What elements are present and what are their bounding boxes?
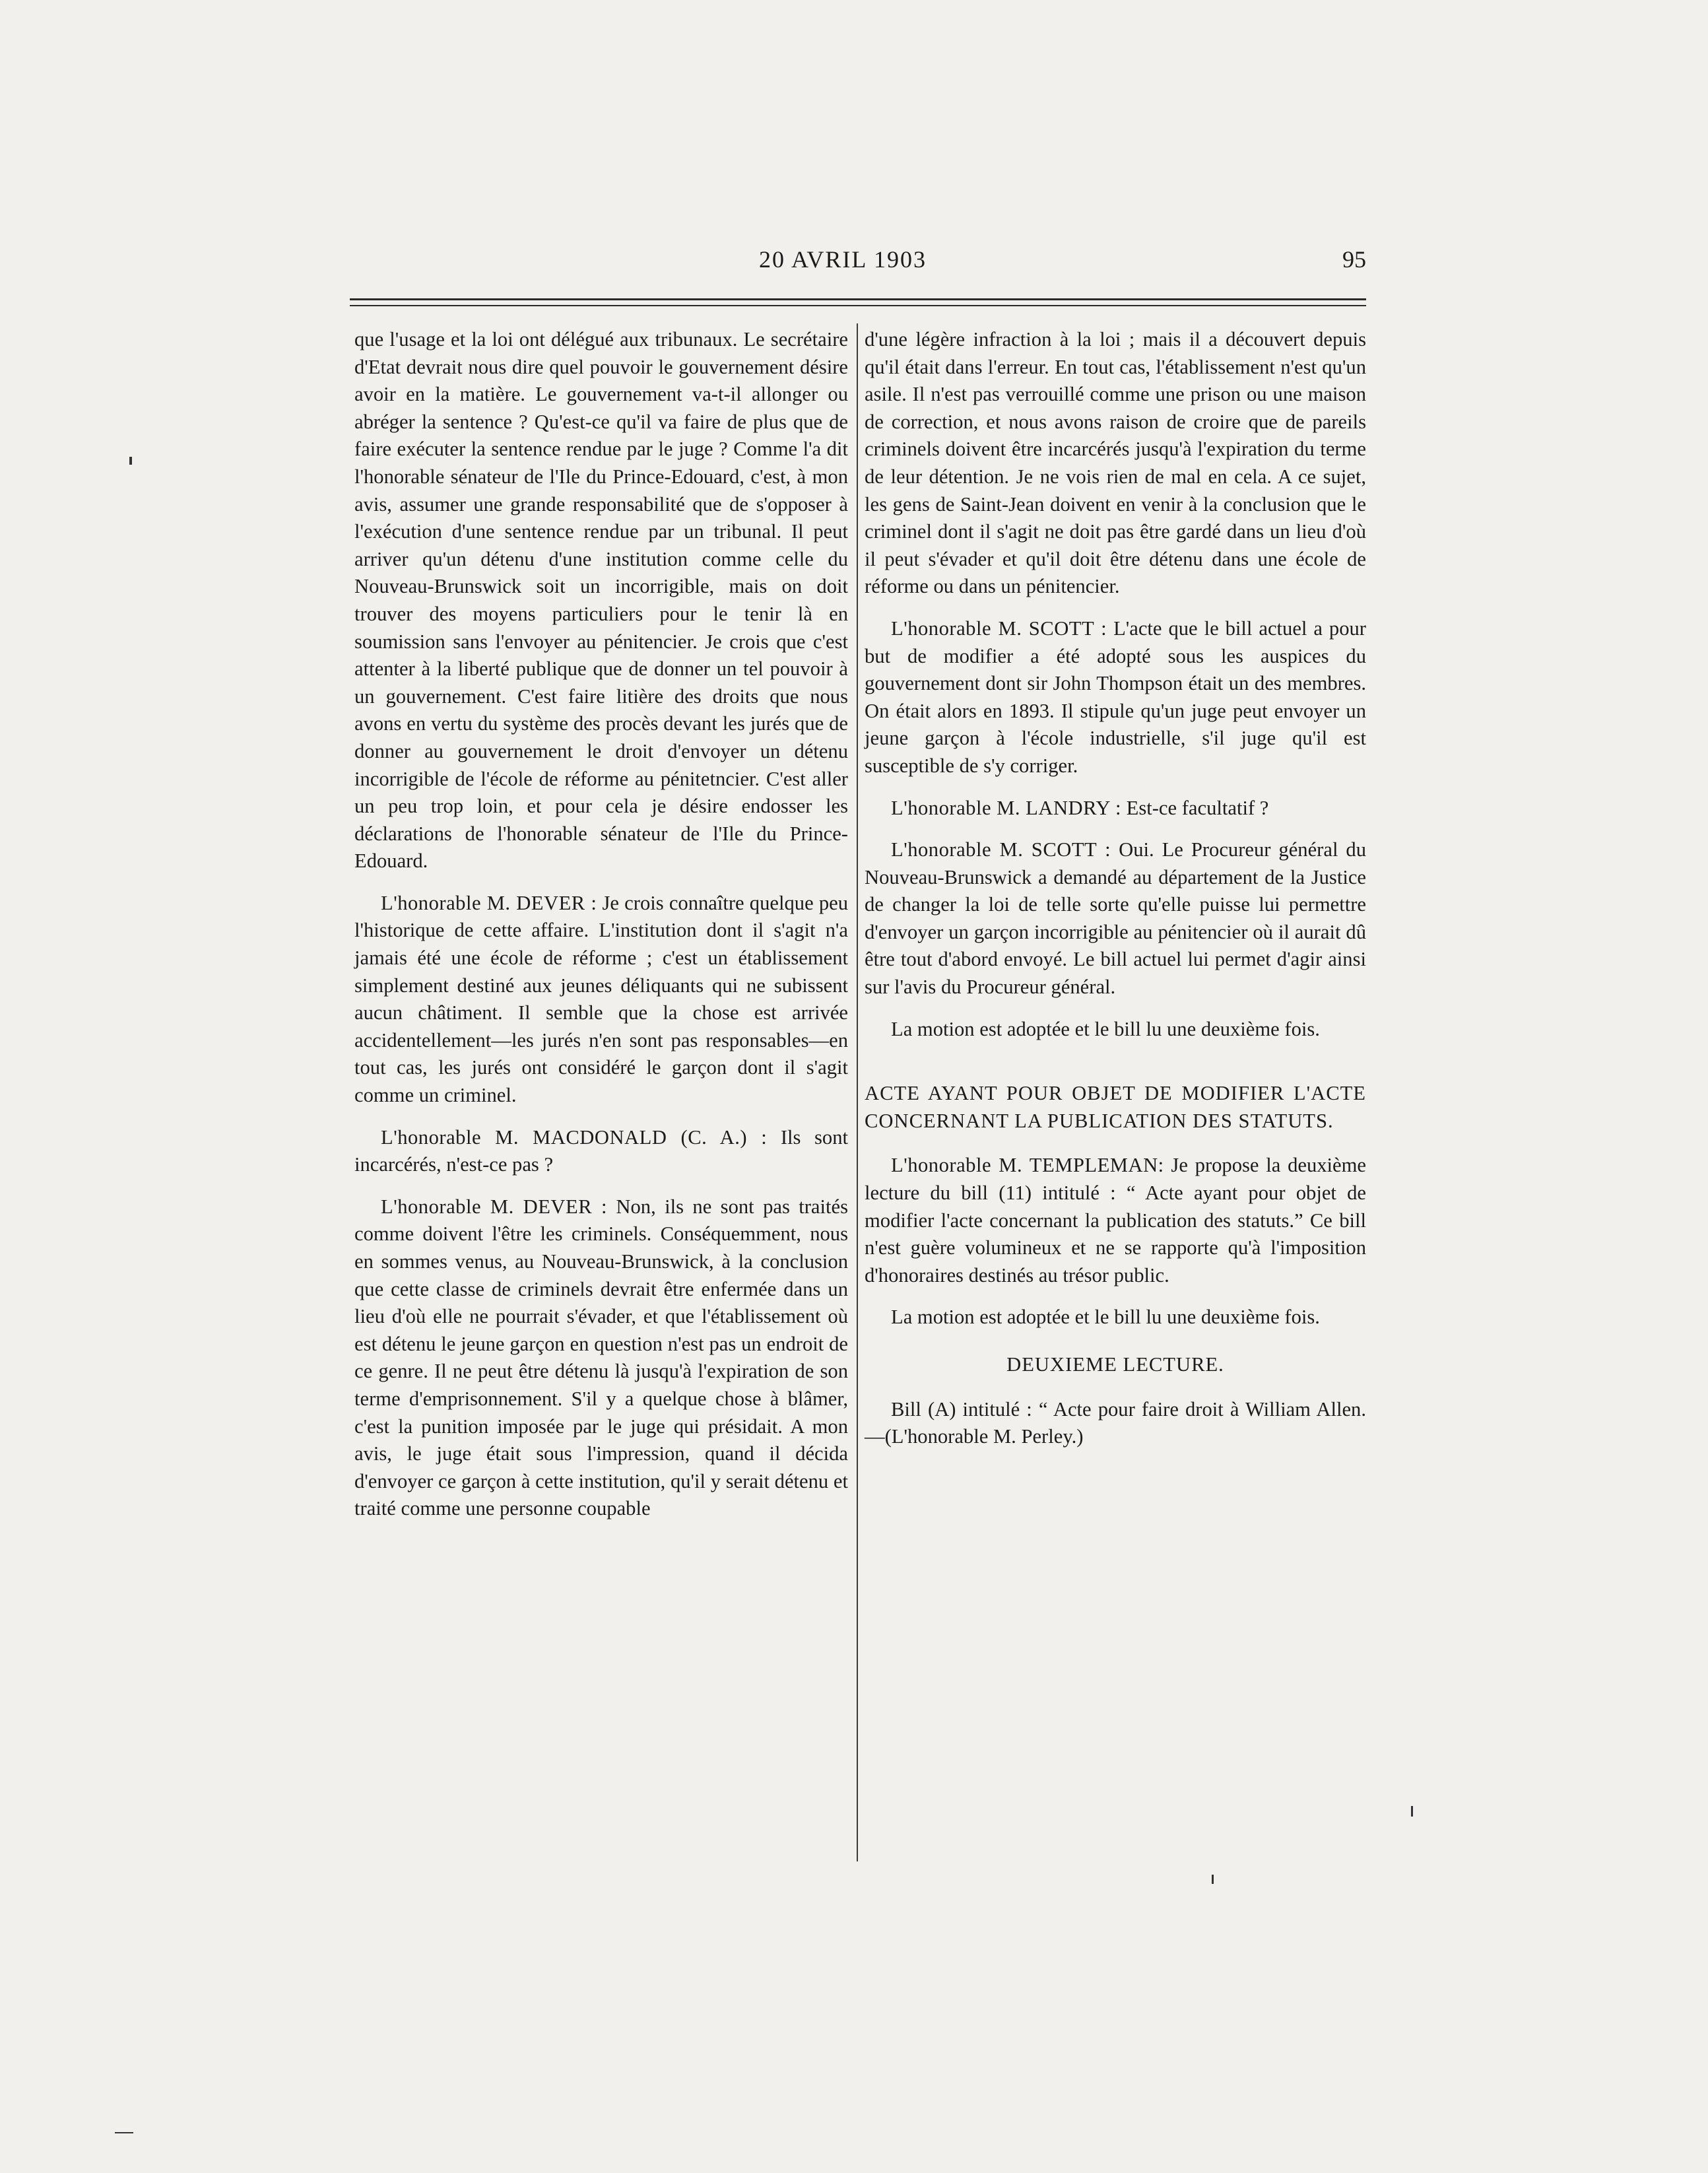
speaker-name: L'honorable M. TEMPLEMAN: [891, 1154, 1164, 1177]
speech-text: Je crois connaître quelque peu l'historique de cette affaire. L'institution dont il s'agit n'a jamais été une école de réforme ; c'est un établissement simplement destiné aux jeunes déliquants qui ne subissent aucun châtiment. Il semble que la chose est arrivée accidentellement—les jurés n'en sont pas responsables—en tout cas, les jurés ont considéré le garçon dont il s'agit comme un criminel. [354, 891, 848, 1107]
section-heading: ACTE AYANT POUR OBJET DE MODIFIER L'ACTE CONCERNANT LA PUBLICATION DES STATUTS. [865, 1082, 1366, 1132]
speech-text: Est-ce facultatif ? [1126, 796, 1269, 819]
header-rule-top [350, 298, 1366, 300]
speech-text: Ils sont incarcérés, n'est-ce pas ? [354, 1125, 849, 1176]
speech-text: Je propose la deuxième lecture du bill (11) intitulé : “ Acte ayant pour objet de modifier l'acte concernant la publication des statuts.” Ce bill n'est guère volumineux et ne se rapporte qu'à l'imposition d'honoraires destinés au trésor public. [865, 1154, 1366, 1287]
speaker-name: L'honorable M. LANDRY : [891, 796, 1121, 819]
speech-text: Non, ils ne sont pas traités comme doivent l'être les criminels. Conséquemment, nous en sommes venus, au Nouveau-Brunswick, à la conclusion que cette classe de criminels devrait être enfermée dans un lieu d'où elle ne pourrait s'évader, et que l'établissement où est détenu le jeune garçon en question n'est pas un endroit de ce genre. Il ne peut être détenu là jusqu'à l'expiration de son terme d'emprisonnement. S'il y a quelque chose à blâmer, c'est la punition imposée par le juge qui présidait. A mon avis, le juge était sous l'impression, quand il décida d'envoyer ce garçon à cette institution, qu'il y serait détenu et traité comme une personne coupable [354, 1195, 848, 1520]
paragraph [354, 890, 848, 1110]
scan-speck [129, 457, 132, 465]
speaker-name: L'honorable M. SCOTT : [891, 838, 1111, 861]
paragraph: Bill (A) intitulé : “ Acte pour faire droit à William Allen.—(L'honorable M. Perley.) [865, 1397, 1366, 1448]
speaker-name: L'honorable M. DEVER : [381, 1195, 608, 1218]
paragraph [354, 1193, 848, 1523]
paragraph: que l'usage et la loi ont délégué aux tribunaux. Le secrétaire d'Etat devrait nous dire quel pouvoir le gouvernement désire avoir en la matière. Le gouvernement va-t-il allonger ou abréger la sentence ? Qu'est-ce qu'il va faire de plus que de faire exécuter la sentence rendue par le juge ? Comme l'a dit l'honorable sénateur de l'Ile du Prince-Edouard, c'est, à mon avis, assumer une grande responsabilité que de s'opposer à l'exécution d'une sentence rendue par un tribunal. Il peut arriver qu'un détenu d'une institution comme celle du Nouveau-Brunswick soit un incorrigible, mais on doit trouver des moyens particuliers pour le tenir là en soumission sans l'envoyer au pénitencier. Je crois que c'est attenter à la liberté publique que de donner un tel pouvoir à un gouvernement. C'est faire litière des droits que nous avons en vertu du système des procès devant les jurés que de donner au gouvernement le droit d'envoyer un détenu incorrigible de l'école de réforme au pénitetncier. C'est aller un peu trop loin, et pour cela je désire endosser les déclarations de l'honorable sénateur de l'Ile du Prince-Edouard. [354, 328, 848, 873]
section-heading: DEUXIEME LECTURE. [1006, 1353, 1224, 1376]
scan-speck [115, 2132, 133, 2133]
paragraph [865, 836, 1366, 1001]
column-divider [857, 323, 858, 1861]
speaker-name: L'honorable M. DEVER : [381, 891, 597, 914]
page-header [350, 246, 1366, 279]
header-rule-bottom [350, 305, 1366, 306]
paragraph: La motion est adoptée et le bill lu une deuxième fois. [891, 1306, 1320, 1329]
paragraph: La motion est adoptée et le bill lu une deuxième fois. [891, 1017, 1320, 1040]
paragraph: d'une légère infraction à la loi ; mais il a découvert depuis qu'il était dans l'erreur. En tout cas, l'établissement n'est qu'un asile. Il n'est pas verrouillé comme une prison ou une maison de correction, et nous avons raison de croire que de pareils criminels doivent être incarcérés jusqu'à l'expiration du terme de leur détention. Je ne vois rien de mal en cela. A ce sujet, les gens de Saint-Jean doivent en venir à la conclusion que le criminel dont il s'agit ne doit pas être gardé dans un lieu d'où il peut s'évader et qu'il doit être détenu dans une école de réforme ou dans un pénitencier. [865, 328, 1366, 598]
paragraph [354, 1124, 848, 1179]
page-date: 20 AVRIL 1903 [759, 246, 927, 273]
speech-text: L'acte que le bill actuel a pour but de modifier a été adopté sous les auspices du gouvernement dont sir John Thompson était un des membres. On était alors en 1893. Il stipule qu'un juge peut envoyer un jeune garçon à l'école industrielle, s'il juge qu'il est susceptible de s'y corriger. [865, 617, 1366, 777]
left-column [354, 326, 848, 1537]
scan-speck [1411, 1806, 1413, 1817]
paragraph [865, 1152, 1366, 1289]
speaker-name: L'honorable M. SCOTT : [891, 617, 1107, 640]
paragraph [865, 795, 1366, 822]
page-number: 95 [1342, 246, 1366, 273]
right-column [865, 326, 1366, 1465]
paragraph [865, 615, 1366, 780]
speaker-name: L'honorable M. MACDONALD (C. A.) : [381, 1125, 768, 1149]
scan-speck [1212, 1875, 1214, 1884]
speech-text: Oui. Le Procureur général du Nouveau-Brunswick a demandé au département de la Justice de changer la loi de telle sorte qu'elle puisse lui permettre d'envoyer un garçon incorrigible au pénitencier où il aurait dû être tout d'abord envoyé. Le bill actuel lui permet d'agir ainsi sur l'avis du Procureur général. [865, 838, 1366, 999]
